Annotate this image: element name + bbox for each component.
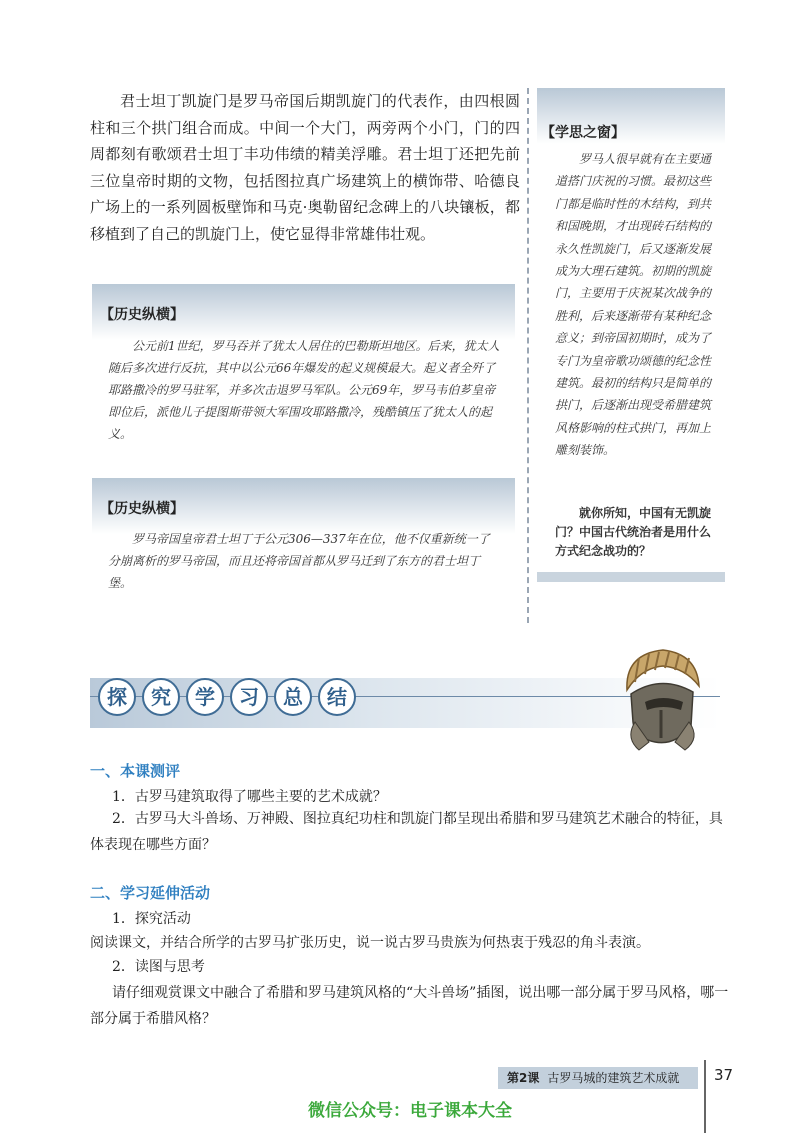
lesson-test-heading: 一、本课测评: [90, 762, 181, 780]
extension-heading: 二、学习延伸活动: [90, 884, 211, 902]
sidebar-title: 【学思之窗】: [541, 125, 625, 141]
extension-item1-text: 阅读课文，并结合所学的古罗马扩张历史，说一说古罗马贵族为何热衷于残忍的角斗表演。: [90, 935, 650, 951]
page-number: 37: [714, 1066, 734, 1084]
history-box-1-title: 【历史纵横】: [100, 307, 184, 323]
history-box-1: [92, 284, 515, 454]
banner-char: 总: [274, 678, 312, 716]
watermark: 微信公众号：电子课本大全: [308, 1101, 512, 1121]
extension-item2-title: 2．读图与思考: [112, 959, 205, 975]
footer-lesson-no: 第2课: [507, 1071, 540, 1085]
history-box-1-text: 公元前1世纪，罗马吞并了犹太人居住的巴勒斯坦地区。后来，犹太人随后多次进行反抗，其中以公元66年爆发的起义规模最大。起义者全歼了耶路撒冷的罗马驻军，并多次击退罗马军队。公元69年，罗马韦伯芗皇帝即位后，派他儿子提图斯带领大军围攻耶路撒冷，残酷镇压了犹太人的起义。: [108, 339, 500, 441]
roman-helmet-icon: [605, 646, 715, 756]
history-box-2-title: 【历史纵横】: [100, 501, 184, 517]
banner-char: 学: [186, 678, 224, 716]
history-box-2-text: 罗马帝国皇帝君士坦丁于公元306—337年在位，他不仅重新统一了分崩离析的罗马帝国，而且还将帝国首都从罗马迁到了东方的君士坦丁堡。: [108, 532, 490, 590]
banner-char: 探: [98, 678, 136, 716]
column-divider: [527, 88, 529, 623]
main-paragraph: 君士坦丁凯旋门是罗马帝国后期凯旋门的代表作，由四根圆柱和三个拱门组合而成。中间一个大门，两旁两个小门，门的四周都刻有歌颂君士坦丁丰功伟绩的精美浮雕。君士坦丁还把先前三位皇帝时期的文物，包括图拉真广场建筑上的横饰带、哈德良广场上的一系列圆板壁饰和马克·奥勒留纪念碑上的八块镶板，都移植到了自己的凯旋门上，使它显得非常雄伟壮观。: [90, 92, 520, 243]
footer-divider: [704, 1060, 706, 1133]
lesson-test-q2: 2．古罗马大斗兽场、万神殿、图拉真纪功柱和凯旋门都呈现出希腊和罗马建筑艺术融合的特征，具体表现在哪些方面？: [90, 811, 723, 853]
footer-lesson: [507, 1069, 679, 1086]
banner-char: 习: [230, 678, 268, 716]
sidebar-bottom-bar: [537, 572, 725, 582]
extension-item2-text: 请仔细观赏课文中融合了希腊和罗马建筑风格的“大斗兽场”插图，说出哪一部分属于罗马风格，哪一部分属于希腊风格？: [90, 985, 729, 1027]
banner-char: 结: [318, 678, 356, 716]
banner-char: 究: [142, 678, 180, 716]
extension-item1-title: 1．探究活动: [112, 911, 191, 927]
footer-lesson-title: 古罗马城的建筑艺术成就: [547, 1071, 680, 1085]
lesson-test-q1: 1．古罗马建筑取得了哪些主要的艺术成就？: [112, 789, 387, 805]
thinking-window-sidebar: [537, 88, 725, 582]
sidebar-text: 罗马人很早就有在主要通道搭门庆祝的习惯。最初这些门都是临时性的木结构，到共和国晚期，才出现砖石结构的永久性凯旋门，后又逐渐发展成为大理石建筑。初期的凯旋门，主要用于庆祝某次战争的胜利，后来逐渐带有某种纪念意义；到帝国初期时，成为了专门为皇帝歌功颂德的纪念性建筑。最初的结构只是简单的拱门，后逐渐出现受希腊建筑风格影响的柱式拱门，再加上雕刻装饰。: [555, 152, 712, 458]
sidebar-question: 就你所知，中国有无凯旋门？中国古代统治者是用什么方式纪念战功的？: [555, 506, 712, 558]
section-banner-title: [98, 678, 362, 716]
history-box-2: [92, 478, 515, 606]
